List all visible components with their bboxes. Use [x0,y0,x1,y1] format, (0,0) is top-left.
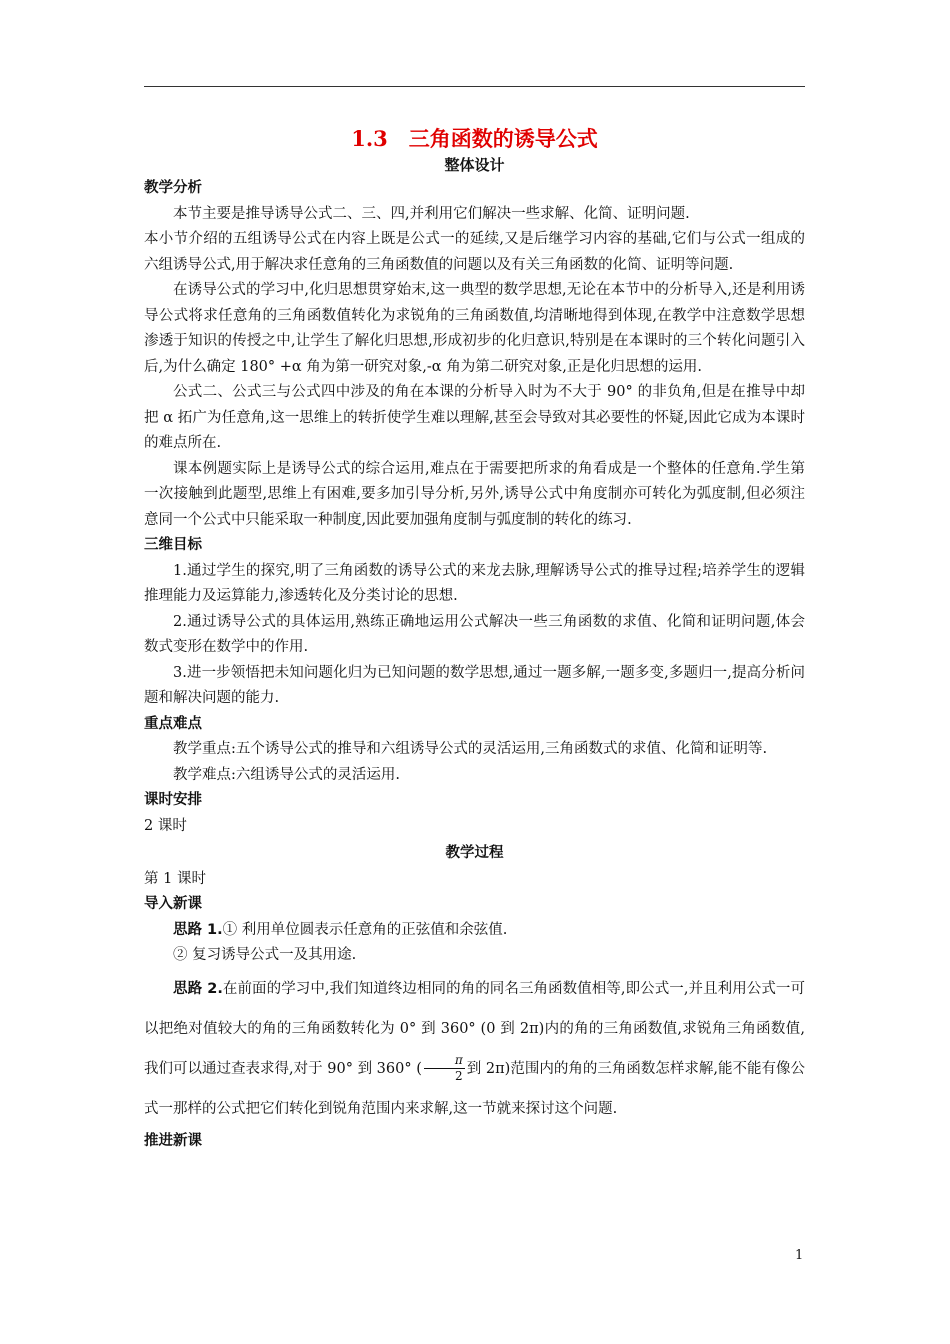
key-point: 教学重点:五个诱导公式的推导和六组诱导公式的灵活运用,三角函数式的求值、化简和证明等. [173,741,768,757]
idea-1-second: ② 复习诱导公式一及其用途. [173,947,357,963]
goal-item: 1.通过学生的探究,明了三角函数的诱导公式的来龙去脉,理解诱导公式的推导过程;培养学生的逻辑推理能力及运算能力,渗透转化及分类讨论的思想. [144,562,805,604]
section-heading-intro: 导入新课 [144,896,202,912]
paragraph: 在诱导公式的学习中,化归思想贯穿始末,这一典型的数学思想,无论在本节中的分析导入,还是利用诱导公式将求任意角的三角函数值转化为求锐角的三角函数值,均清晰地得到体现,在教学中注意数学思想渗透于知识的传授之中,让学生了解化归思想,形成初步的化归意识,特别是在本课时的三个转化问题引入后,为什么确定 180° +α 角为第一研究对象,-α 角为第二研究对象,正是化归思想的运用. [144,282,805,375]
lesson-label: 第 1 课时 [144,870,206,887]
paragraph: 本小节介绍的五组诱导公式在内容上既是公式一的延续,又是后继学习内容的基础,它们与公式一组成的六组诱导公式,用于解决求任意角的三角函数值的问题以及有关三角函数的化简、证明等问题. [144,231,805,273]
idea-2-text-b: 到 2π)范围内的角的三角函数怎样求解,能不能有像公式一那样的公式把它们转化到锐角范围内来求解,这一节就来探讨这个问题. [144,1060,805,1117]
section-heading-goals: 三维目标 [144,537,202,553]
idea-1-label: 思路 1. [173,921,223,938]
idea-2-text-a: 在前面的学习中,我们知道终边相同的角的同名三角函数值相等,即公式一,并且利用公式一可以把绝对值较大的角的三角函数转化为 0° 到 360° (0 到 2π)内的角的三角函数值,求锐角三角函数值,我们可以通过查表求得,对于 90° 到 360° ( [144,980,805,1077]
goal-item: 2.通过诱导公式的具体运用,熟练正确地运用公式解决一些三角函数的求值、化简和证明问题,体会数式变形在数学中的作用. [144,613,805,655]
paragraph: 课本例题实际上是诱导公式的综合运用,难点在于需要把所求的角看成是一个整体的任意角.学生第一次接触到此题型,思维上有困难,要多加引导分析,另外,诱导公式中角度制亦可转化为弧度制,但必须注意同一个公式中只能采取一种制度,因此要加强角度制与弧度制的转化的练习. [144,460,805,528]
document-body [144,120,805,1154]
schedule-text: 2 课时 [144,817,187,834]
page-title: 1.3 三角函数的诱导公式 [351,126,598,151]
idea-1 [144,918,805,944]
section-heading-analysis: 教学分析 [144,180,202,196]
section-heading-advance: 推进新课 [144,1132,202,1149]
idea-2-label: 思路 2. [173,980,223,997]
section-heading-process: 教学过程 [445,845,504,861]
fraction-denominator: 2 [455,1069,463,1083]
idea-1-text: ① 利用单位圆表示任意角的正弦值和余弦值. [222,921,508,938]
page-subtitle: 整体设计 [444,156,505,174]
fraction-numerator: π [424,1053,465,1069]
page-number: 1 [795,1248,804,1263]
header-rule [144,86,805,87]
key-point: 教学难点:六组诱导公式的灵活运用. [173,766,400,783]
paragraph: 公式二、公式三与公式四中涉及的角在本课的分析导入时为不大于 90° 的非负角,但是在推导中却把 α 拓广为任意角,这一思维上的转折使学生难以理解,甚至会导致对其必要性的怀疑,因此它成为本课时的难点所在. [144,384,805,451]
goal-item: 3.进一步领悟把未知问题化归为已知问题的数学思想,通过一题多解,一题多变,多题归一,提高分析问题和解决问题的能力. [144,664,805,706]
idea-2 [144,969,805,1129]
paragraph: 本节主要是推导诱导公式二、三、四,并利用它们解决一些求解、化简、证明问题. [173,205,690,222]
pi-over-2-fraction [424,1053,465,1084]
section-heading-schedule: 课时安排 [144,792,202,808]
section-heading-key-points: 重点难点 [144,715,202,732]
